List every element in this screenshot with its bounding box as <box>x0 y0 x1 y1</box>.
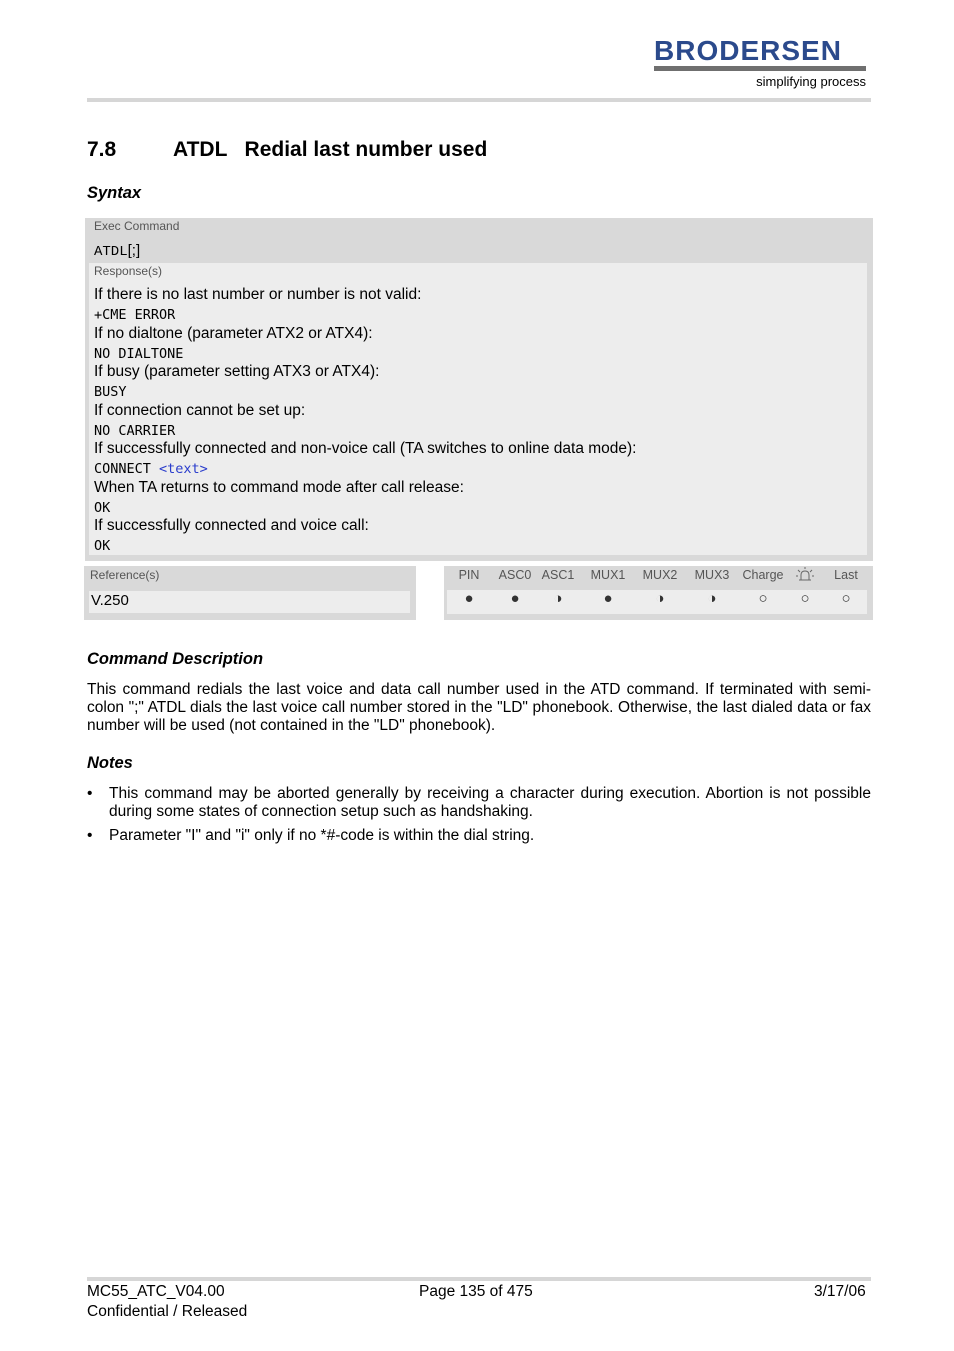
alarm-icon <box>795 566 815 584</box>
exec-command-label: Exec Command <box>94 219 180 233</box>
flag-header-asc1: ASC1 <box>541 568 575 582</box>
reference-value-panel <box>89 591 410 613</box>
response-condition: If there is no last number or number is not valid: <box>94 286 422 303</box>
response-code: BUSY <box>94 384 127 400</box>
responses-panel <box>89 263 867 555</box>
flag-last-value: ○ <box>841 590 851 607</box>
text-parameter-link[interactable]: <text> <box>159 461 208 477</box>
footer-date: 3/17/06 <box>814 1283 866 1300</box>
footer-page: Page 135 of 475 <box>419 1283 533 1300</box>
bullet-marker: • <box>87 785 93 802</box>
section-title-text: ATDL Redial last number used <box>173 138 488 161</box>
flag-mux3-value: ◑ <box>707 590 717 607</box>
response-code: NO DIALTONE <box>94 346 184 362</box>
responses-label: Response(s) <box>94 264 163 278</box>
response-code: NO CARRIER <box>94 423 176 439</box>
footer-divider <box>87 1277 871 1281</box>
description-text: This command redials the last voice and data call number used in the ATD command. If terminated with semi-colon ";" ATDL dials the last voice call number stored in the "LD" phonebook. Otherwise, the last dialed data or fax number will be used (not contained in the "LD" phonebook). <box>87 681 871 734</box>
syntax-heading: Syntax <box>87 184 142 202</box>
response-condition: If busy (parameter setting ATX3 or ATX4): <box>94 363 380 380</box>
section-title <box>87 138 487 162</box>
reference-label: Reference(s) <box>90 568 160 582</box>
response-condition: If successfully connected and voice call: <box>94 517 369 534</box>
response-code: +CME ERROR <box>94 307 176 323</box>
section-number: 7.8 <box>87 138 117 161</box>
flag-header-last: Last <box>834 568 858 582</box>
exec-command-option: [;] <box>127 242 141 259</box>
flag-header-charge: Charge <box>742 568 784 582</box>
flag-header-asc0: ASC0 <box>498 568 532 582</box>
response-code-text: CONNECT <box>94 461 160 477</box>
response-condition: If no dialtone (parameter ATX2 or ATX4): <box>94 325 373 342</box>
brand-tagline: simplifying process <box>756 74 866 89</box>
bullet-marker: • <box>87 827 93 844</box>
response-code <box>94 461 208 477</box>
footer-status: Confidential / Released <box>87 1303 248 1320</box>
flag-header-mux3: MUX3 <box>694 568 730 582</box>
header-divider <box>87 98 871 102</box>
response-condition: If connection cannot be set up: <box>94 402 306 419</box>
flag-header-pin: PIN <box>458 568 480 582</box>
flag-mux2-value: ◑ <box>655 590 665 607</box>
description-heading: Command Description <box>87 650 264 668</box>
response-condition: When TA returns to command mode after call release: <box>94 479 464 496</box>
note-item: This command may be aborted generally by receiving a character during execution. Abortion is not possible during some states of connection setup such as handshaking. <box>109 785 871 820</box>
note-item: Parameter "I" and "i" only if no *#-code is within the dial string. <box>109 827 535 844</box>
reference-value: V.250 <box>91 592 129 609</box>
response-condition: If successfully connected and non-voice call (TA switches to online data mode): <box>94 440 637 457</box>
response-code: OK <box>94 500 111 516</box>
flag-header-mux2: MUX2 <box>642 568 678 582</box>
footer-doc-id: MC55_ATC_V04.00 <box>87 1283 225 1300</box>
exec-command <box>94 242 140 260</box>
flag-pin-value: ● <box>464 590 474 607</box>
flag-asc0-value: ● <box>510 590 520 607</box>
exec-command-name: ATDL <box>94 244 128 260</box>
flag-charge-value: ○ <box>758 590 768 607</box>
flag-asc1-value: ◑ <box>553 590 563 607</box>
brand-logo <box>654 35 866 89</box>
logo-bar <box>654 66 866 71</box>
response-code: OK <box>94 538 111 554</box>
brand-name: BRODERSEN <box>654 35 842 66</box>
notes-heading: Notes <box>87 754 133 772</box>
flag-alarm-value: ○ <box>800 590 810 607</box>
flag-header-mux1: MUX1 <box>590 568 626 582</box>
flag-mux1-value: ● <box>603 590 613 607</box>
